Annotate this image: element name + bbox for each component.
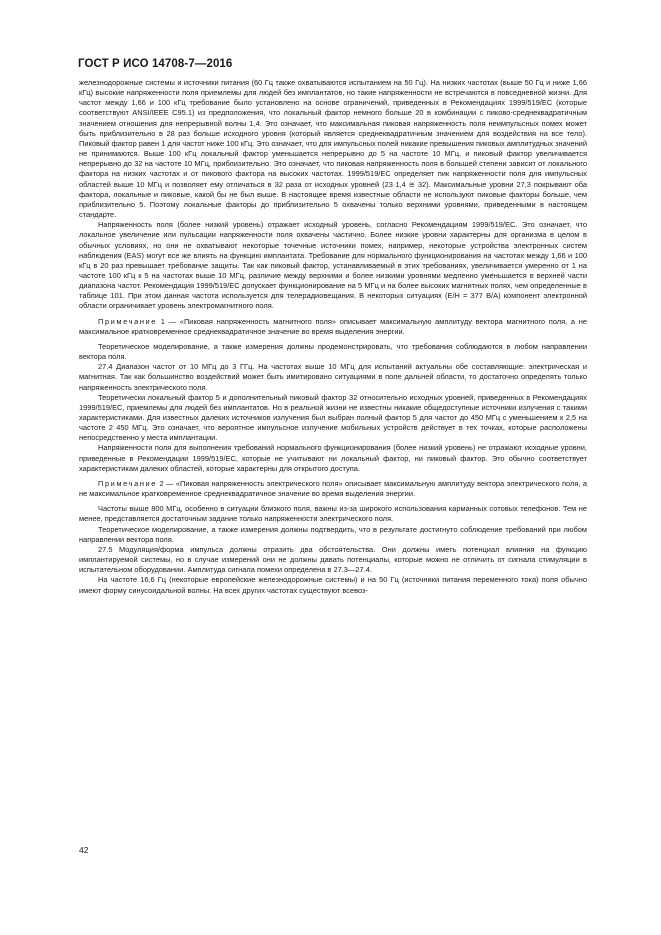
document-header: ГОСТ Р ИСО 14708-7—2016	[78, 58, 233, 70]
paragraph: железнодорожные системы и источники питания (60 Гц также охватываются испытанием на 50 Гц). На низких частотах (выше 50 Гц и ниже 1,66 кГц) высокие напряженности поля приемлемы для людей без имплантатов, но такие напряженности не встречаются в повседневной жизни. Для частот между 1,66 и 100 кГц требование было установлено на основе ограничений, приведенных в Рекомендациях 1999/519/ЕС (которые соответствуют ANSI/IEEE C95.1) из предположения, что локальный фактор немного больше 20 в комбинации с пиково-среднеквадратичным значением отношения для непрерывной волны 1,4. Это означает, что максимальная пиковая напряженность поля неимпульсных помех может быть приблизительно в 28 раз больше исходного уровня (который является среднеквадратичным значением для воздействия на все тело). Пиковый фактор равен 1 для частот ниже 100 кГц. Это означает, что для импульсных полей никакие превышения пиковых амплитудных значений не принимаются. Выше 100 кГц локальный фактор уменьшается непрерывно до 5 на частоте 10 МГц, и пиковый фактор увеличивается непрерывно до 32 на частоте 10 МГц, приблизительно. Это означает, что пиковая напряженность поля в большей степени зависит от локального фактора на низких частотах и от пикового фактора на высоких частотах. 1999/519/ЕС определяет пик напряженности поля для импульсных областей выше 10 МГц и позволяет ему отличаться в 32 раза от исходных уровней (23·1,4 ≅ 32). Максимальные уровни 27,3 покрывают оба фактора, локальные и пиковые, какой бы не был выше. В настоящее время известные области не используют пиковые факторы больше, чем приблизительно 5. Поэтому локальные факторы до приблизительно 5 охвачены только верхними уровнями, приведенными в настоящем стандарте.	[79, 78, 587, 220]
paragraph: На частоте 16,6 Гц (некоторые европейские железнодорожные системы) и на 50 Гц (источники питания переменного тока) поля обычно имеют форму синусоидальной волны. На всех других частотах существуют всевоз-	[79, 575, 587, 595]
note-text: 1 — «Пиковая напряженность магнитного поля» описывает максимальную амплитуду вектора магнитного поля, а не максимальное кратковременное среднеквадратичное значение во время выделения энергии.	[79, 316, 587, 336]
paragraph: Теоретически локальный фактор 5 и дополнительный пиковый фактор 32 относительно исходных уровней, приведенных в Рекомендациях 1999/519/ЕС, приемлемы для людей без имплантатов. Но в реальной жизни не известны никакие общедоступные источники излучения с такими характеристиками. Для известных далеких источников излучения был выбран полный фактор 5 для частот до 450 МГц с уменьшением к 2,5 на частоте 2 450 МГц. Это означает, что вероятное импульсное излучение мобильных устройств действует в тех точках, которые расположены непосредственно у места имплантации.	[79, 392, 587, 443]
note-paragraph	[79, 317, 587, 337]
note-paragraph	[79, 479, 587, 499]
note-label: Примечание	[98, 478, 158, 488]
paragraph: 27.4 Диапазон частот от 10 МГц до 3 ГГц. На частотах выше 10 МГц для испытаний актуальны обе составляющие: электрическая и магнитная. Так как большинство воздействий может быть имитировано ситуациями в поле дальней области, то достаточно определять только напряженность электрического поля.	[79, 362, 587, 392]
paragraph: Теоретическое моделирование, а также измерения должны продемонстрировать, что требования соблюдаются в любом направлении вектора поля.	[79, 341, 587, 362]
note-label: Примечание	[98, 316, 158, 326]
paragraph: 27.5 Модуляция/форма импульса должны отразить два обстоятельства. Они должны иметь потенциал влияния на функцию имплантируемой системы, но в случае измерений они не должны давать потенциалы, которые можно не отличить от сигнала стимуляции в испытательном оборудовании. Амплитуда сигнала помехи определена в 27.3—27.4.	[79, 544, 587, 575]
document-body	[79, 78, 587, 596]
paragraph: Напряженность поля (более низкий уровень) отражает исходный уровень, согласно Рекомендациям 1999/519/ЕС. Это означает, что локальное увеличение или пульсации напряженности поля охвачены частично. Более низкие уровни характерны для организма в целом в обычных условиях, но они не охватывают некоторые точечные источники помех, например, некоторые устройства электронных систем наблюдения (EAS) могут все же влиять на функцию имплантата. Требование для нормального функционирования на частотах между 1,66 и 100 кГц в 20 раз превышает требование защиты. Так как пиковый фактор, устанавливаемый в этих требованиях, увеличивается умеренно от 1 на частоте 100 кГц к 5 на частотах выше 10 МГц, различие между верхними и более низкими уровнями медленно уменьшается в верхней части диапазона частот. Рекомендация 1999/519/ЕС допускает функционирование на 5 МГц и на более высоких магнитных полях, чем определенные в таблице 101. При этом данная частота используется для телерадиовещания. В некоторых ситуациях (E/H = 377 В/А) компонент электронной области ограничивает уровень электромагнитного поля.	[79, 220, 587, 311]
note-text: 2 — «Пиковая напряженность электрического поля» описывает максимальную амплитуду вектора электрического поля, а не максимальное кратковременное среднеквадратичное значение во время выделения энергии.	[79, 478, 587, 499]
paragraph: Напряженности поля для выполнения требований нормального функционирования (более низкий уровень) не отражают исходные уровни, приведенные в Рекомендации 1999/519/ЕС, которые не учитывают ни локальный фактор, ни пиковый фактор. Это обычно соответствует характеристикам далеких областей, которые характерны для открытого доступа.	[79, 443, 587, 473]
page-number: 42	[79, 845, 89, 855]
paragraph: Частоты выше 800 МГц, особенно в ситуации близкого поля, важны из-за широкого использования карманных сотовых телефонов. Тем не менее, представляется достаточным задание только напряженности электрического поля.	[79, 504, 587, 524]
paragraph: Теоретическое моделирование, а также измерения должны подтвердить, что в результате достигнуто соблюдение требований при любом направлении вектора поля.	[79, 524, 587, 544]
